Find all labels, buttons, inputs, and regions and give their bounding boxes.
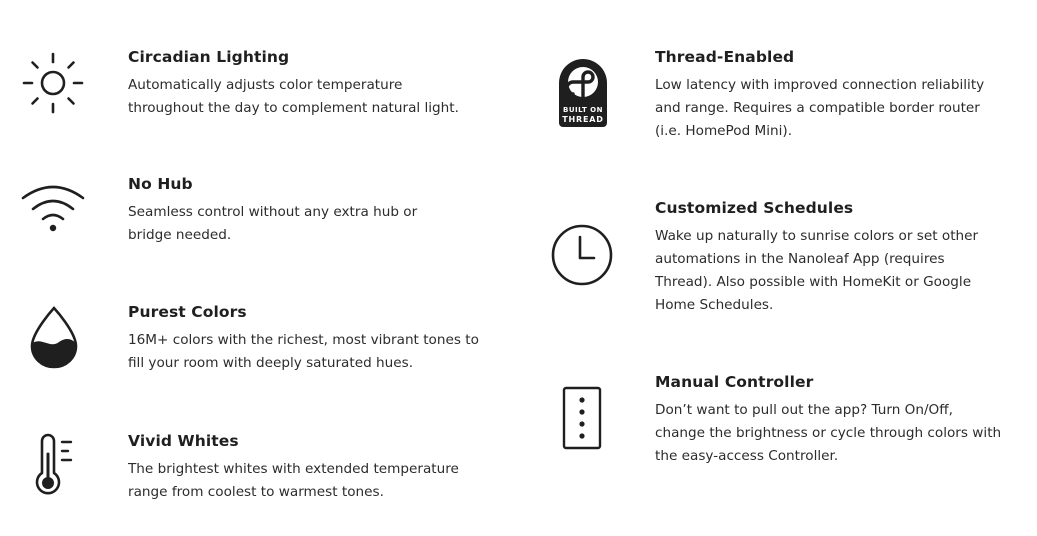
feature-description: [655, 225, 978, 317]
description-line: The brightest whites with extended temperature: [128, 461, 459, 477]
description-line: bridge needed.: [128, 227, 232, 243]
description-line: Don’t want to pull out the app? Turn On/Off,: [655, 402, 953, 418]
feature-title: Manual Controller: [655, 373, 814, 391]
description-line: 16M+ colors with the richest, most vibrant tones to: [128, 332, 479, 348]
feature-description: [128, 458, 459, 504]
description-line: Low latency with improved connection reliability: [655, 77, 985, 93]
description-line: fill your room with deeply saturated hues.: [128, 355, 414, 371]
feature-title: Purest Colors: [128, 303, 247, 321]
description-line: change the brightness or cycle through colors with: [655, 425, 1002, 441]
feature-description: [128, 201, 417, 247]
description-line: and range. Requires a compatible border router: [655, 100, 980, 116]
feature-description: [128, 329, 479, 375]
feature-title: Thread-Enabled: [655, 48, 795, 66]
thread-badge-icon: [555, 55, 611, 131]
description-line: Home Schedules.: [655, 297, 774, 313]
droplet-icon: [28, 304, 80, 370]
badge-text-bottom: THREAD: [562, 115, 604, 124]
description-line: Wake up naturally to sunrise colors or set other: [655, 228, 979, 244]
clock-icon: [549, 222, 615, 288]
feature-description: [655, 399, 1001, 468]
description-line: Thread). Also possible with HomeKit or Google: [655, 274, 972, 290]
feature-title: Circadian Lighting: [128, 48, 290, 66]
badge-text-top: BUILT ON: [563, 106, 603, 114]
description-line: Automatically adjusts color temperature: [128, 77, 403, 93]
feature-title: Customized Schedules: [655, 199, 854, 217]
feature-description: [655, 74, 984, 143]
description-line: range from coolest to warmest tones.: [128, 484, 384, 500]
controller-icon: [561, 385, 605, 451]
description-line: (i.e. HomePod Mini).: [655, 123, 793, 139]
description-line: Seamless control without any extra hub or: [128, 204, 418, 220]
thermometer-icon: [30, 432, 78, 498]
feature-description: [128, 74, 459, 120]
feature-title: Vivid Whites: [128, 432, 239, 450]
wifi-icon: [20, 182, 86, 236]
description-line: throughout the day to complement natural light.: [128, 100, 459, 116]
description-line: the easy-access Controller.: [655, 448, 839, 464]
feature-title: No Hub: [128, 175, 193, 193]
description-line: automations in the Nanoleaf App (requires: [655, 251, 945, 267]
sun-icon: [20, 50, 86, 116]
